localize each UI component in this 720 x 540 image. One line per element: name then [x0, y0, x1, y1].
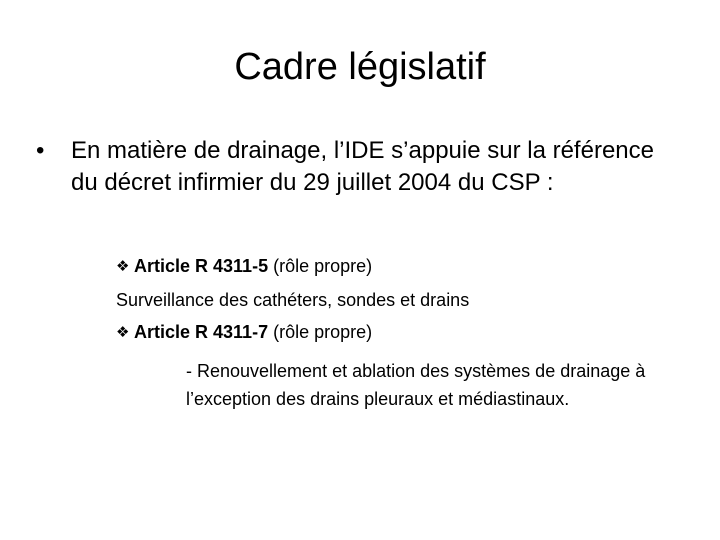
- drainage-paragraph: - Renouvellement et ablation des systèmes de drainage à l’exception des drains pleuraux et médiastinaux.: [186, 361, 646, 409]
- article-r4311-7-line: [116, 320, 372, 345]
- article-label: Article R 4311-5: [134, 256, 269, 276]
- article-detail: (rôle propre): [268, 322, 373, 342]
- article-r4311-5-line: [116, 254, 372, 279]
- article-detail: (rôle propre): [268, 256, 373, 276]
- slide-title: Cadre législatif: [234, 46, 486, 88]
- diamond-bullet-icon: ❖: [116, 324, 130, 341]
- surveillance-line: Surveillance des cathéters, sondes et drains: [116, 290, 470, 310]
- main-bullet-text: En matière de drainage, l’IDE s’appuie sur la référence du décret infirmier du 29 juillet 2004 du CSP :: [71, 137, 654, 196]
- article-label: Article R 4311-7: [134, 322, 269, 342]
- bullet-dot-icon: •: [36, 137, 45, 164]
- main-bullet: [36, 135, 676, 199]
- diamond-bullet-icon: ❖: [116, 258, 130, 275]
